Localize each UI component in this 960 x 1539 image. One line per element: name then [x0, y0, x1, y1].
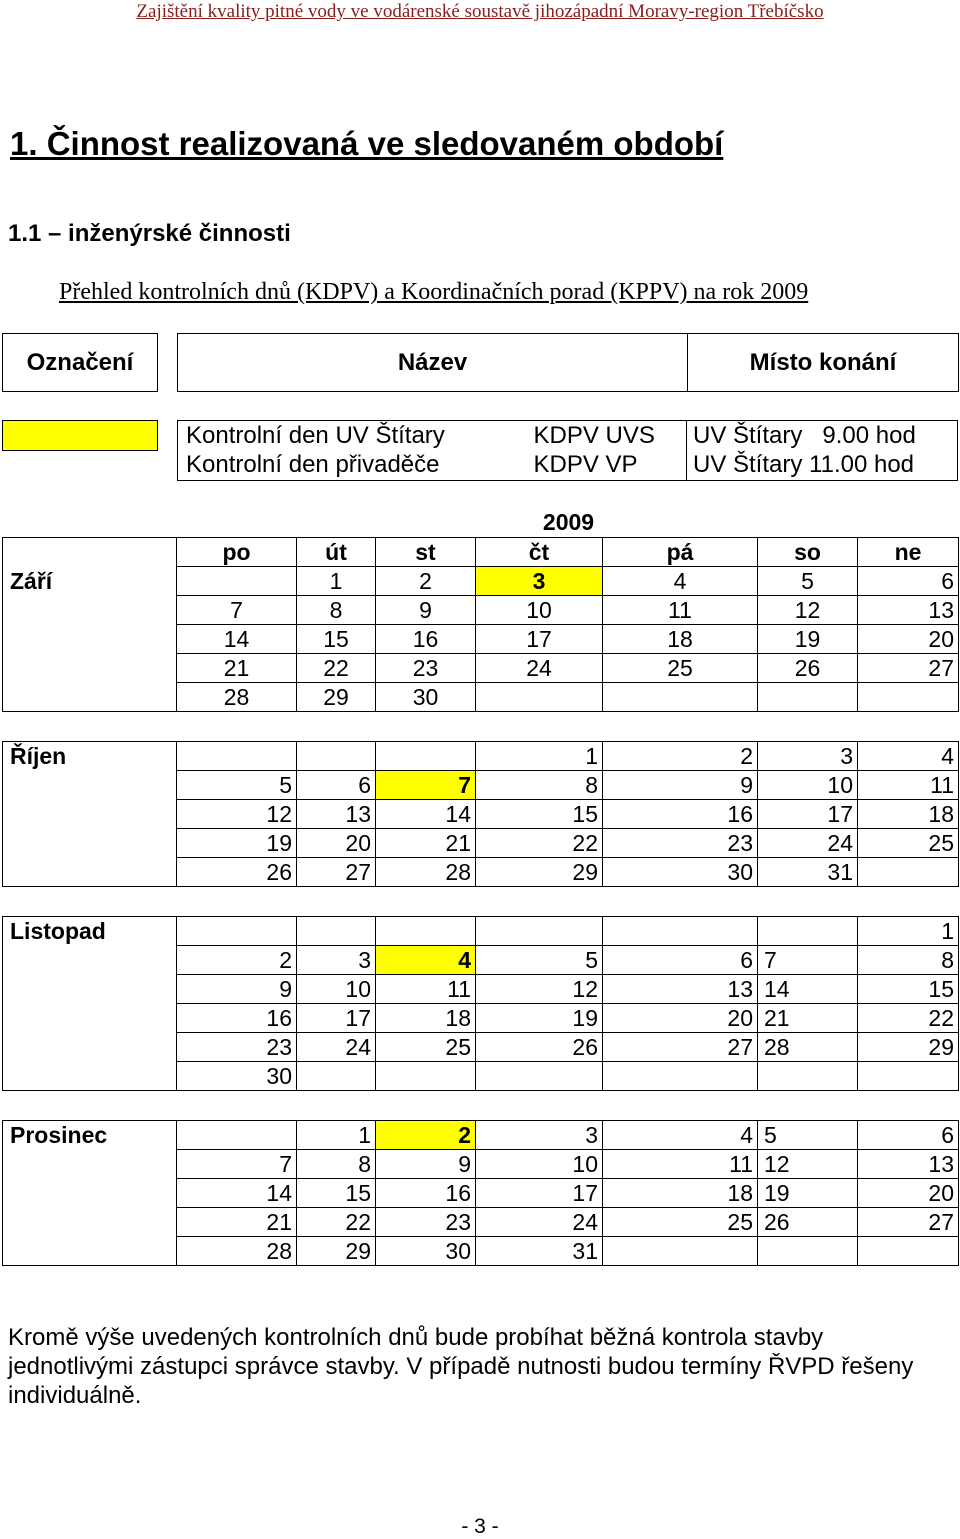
event-place: UV Štítary 11.00 hod — [687, 451, 958, 481]
meeting-day-highlight: 4 — [376, 946, 476, 975]
calendar-day: 25 — [603, 654, 758, 683]
month-label-cell — [3, 1179, 177, 1208]
calendar-day: 21 — [376, 829, 476, 858]
meeting-day-highlight: 2 — [376, 1121, 476, 1150]
calendar-day: 30 — [376, 1237, 476, 1266]
calendar-month-september — [2, 537, 959, 712]
month-label: Prosinec — [3, 1121, 177, 1150]
weekday-header: pá — [603, 538, 758, 567]
note-paragraph: Kromě výše uvedených kontrolních dnů bude probíhat běžná kontrola stavby jednotlivými zástupci správce stavby. V případě nutnosti budou termíny ŘVPD řešeny individuálně. — [8, 1324, 914, 1409]
calendar-day: 2 — [177, 946, 297, 975]
calendar-day: 3 — [297, 946, 376, 975]
calendar-day: 25 — [376, 1033, 476, 1062]
calendar-day: 22 — [858, 1004, 959, 1033]
empty-day — [603, 917, 758, 946]
calendar-day: 21 — [177, 654, 297, 683]
month-label-cell — [3, 829, 177, 858]
section-heading: 1. Činnost realizovaná ve sledovaném období — [10, 125, 724, 162]
calendar-day: 3 — [476, 1121, 603, 1150]
calendar-day: 2 — [376, 567, 476, 596]
calendar-day: 14 — [177, 1179, 297, 1208]
calendar-day: 31 — [476, 1237, 603, 1266]
calendar-day: 26 — [177, 858, 297, 887]
calendar-day: 29 — [297, 683, 376, 712]
calendar-day: 23 — [603, 829, 758, 858]
empty-day — [758, 1237, 858, 1266]
calendar-day: 3 — [758, 742, 858, 771]
calendar-day: 28 — [758, 1033, 858, 1062]
calendar-day: 12 — [758, 596, 858, 625]
spacer-cell — [158, 451, 178, 481]
calendar-day: 5 — [177, 771, 297, 800]
calendar-day: 9 — [376, 1150, 476, 1179]
spacer-cell — [158, 334, 178, 392]
empty-day — [476, 683, 603, 712]
column-header-name: Název — [178, 334, 688, 392]
empty-day — [758, 683, 858, 712]
calendar-day: 22 — [476, 829, 603, 858]
empty-day — [603, 1062, 758, 1091]
calendar-day: 19 — [758, 1179, 858, 1208]
calendar-day: 31 — [758, 858, 858, 887]
calendar-day: 21 — [758, 1004, 858, 1033]
month-label-cell — [3, 1208, 177, 1237]
month-label-cell — [3, 858, 177, 887]
empty-day — [858, 1062, 959, 1091]
calendar-day: 15 — [297, 625, 376, 654]
column-header-label: Označení — [3, 334, 158, 392]
subsection-heading: 1.1 – inženýrské činnosti — [8, 220, 291, 247]
calendar-day: 18 — [603, 1179, 758, 1208]
calendar-day: 8 — [476, 771, 603, 800]
calendar-day: 29 — [476, 858, 603, 887]
empty-day — [476, 1062, 603, 1091]
calendar-day: 17 — [758, 800, 858, 829]
calendar-day: 24 — [758, 829, 858, 858]
calendar-day: 20 — [858, 1179, 959, 1208]
events-table — [2, 420, 958, 481]
page-header: Zajištění kvality pitné vody ve vodárenské soustavě jihozápadní Moravy-region Třebíčsko — [136, 1, 824, 22]
calendar-day: 9 — [376, 596, 476, 625]
month-label-cell — [3, 1150, 177, 1179]
empty-day — [858, 1237, 959, 1266]
empty-day — [603, 1237, 758, 1266]
empty-day — [297, 1062, 376, 1091]
calendar-day: 4 — [858, 742, 959, 771]
calendar-day: 24 — [297, 1033, 376, 1062]
calendar-day: 19 — [476, 1004, 603, 1033]
calendar-day: 6 — [858, 567, 959, 596]
calendar-day: 10 — [758, 771, 858, 800]
month-label-cell — [3, 975, 177, 1004]
calendar-day: 30 — [376, 683, 476, 712]
calendar-day: 5 — [758, 1121, 858, 1150]
calendar-day: 24 — [476, 1208, 603, 1237]
calendar-day: 16 — [177, 1004, 297, 1033]
weekday-header: po — [177, 538, 297, 567]
meeting-day-highlight: 3 — [476, 567, 603, 596]
month-label-cell — [3, 1062, 177, 1091]
event-code: KDPV UVS — [534, 421, 687, 451]
calendar-day: 27 — [858, 1208, 959, 1237]
calendar-day: 13 — [603, 975, 758, 1004]
calendar-day: 27 — [858, 654, 959, 683]
calendar-day: 30 — [177, 1062, 297, 1091]
calendar-day: 1 — [858, 917, 959, 946]
weekday-header: út — [297, 538, 376, 567]
calendar-day: 6 — [858, 1121, 959, 1150]
calendar-day: 28 — [177, 683, 297, 712]
calendar-day: 18 — [603, 625, 758, 654]
calendar-day: 17 — [476, 1179, 603, 1208]
weekday-header: ne — [858, 538, 959, 567]
calendar-day: 23 — [376, 1208, 476, 1237]
month-label-cell — [3, 625, 177, 654]
calendar-day: 11 — [603, 596, 758, 625]
calendar-day: 18 — [376, 1004, 476, 1033]
empty-day — [476, 917, 603, 946]
month-label: Říjen — [3, 742, 177, 771]
calendar-day: 13 — [858, 1150, 959, 1179]
calendar-day: 10 — [476, 596, 603, 625]
schedule-title: Přehled kontrolních dnů (KDPV) a Koordinačních porad (KPPV) na rok 2009 — [59, 279, 809, 305]
calendar-day: 6 — [297, 771, 376, 800]
calendar-day: 14 — [758, 975, 858, 1004]
calendar-day: 12 — [177, 800, 297, 829]
empty-cell — [3, 451, 158, 481]
calendar-day: 14 — [177, 625, 297, 654]
month-label-cell — [3, 683, 177, 712]
calendar-day: 25 — [603, 1208, 758, 1237]
calendar-day: 30 — [603, 858, 758, 887]
empty-cell — [3, 538, 177, 567]
calendar-day: 15 — [297, 1179, 376, 1208]
calendar-day: 24 — [476, 654, 603, 683]
calendar-day: 4 — [603, 567, 758, 596]
calendar-day: 17 — [476, 625, 603, 654]
calendar-day: 26 — [476, 1033, 603, 1062]
calendar-day: 15 — [858, 975, 959, 1004]
event-name: Kontrolní den UV Štítary — [178, 421, 534, 451]
month-label-cell — [3, 946, 177, 975]
meeting-day-highlight: 7 — [376, 771, 476, 800]
calendar-day: 1 — [297, 567, 376, 596]
calendar-day: 4 — [603, 1121, 758, 1150]
calendar-day: 1 — [297, 1121, 376, 1150]
month-label-cell — [3, 1004, 177, 1033]
calendar-day: 20 — [858, 625, 959, 654]
calendar-day: 23 — [177, 1033, 297, 1062]
calendar-day: 29 — [858, 1033, 959, 1062]
calendar-day: 29 — [297, 1237, 376, 1266]
calendar-day: 19 — [177, 829, 297, 858]
calendar-day: 10 — [476, 1150, 603, 1179]
empty-day — [376, 742, 476, 771]
calendar-day: 8 — [297, 596, 376, 625]
month-label: Listopad — [3, 917, 177, 946]
calendar-day: 6 — [603, 946, 758, 975]
calendar-day: 23 — [376, 654, 476, 683]
calendar-day: 7 — [177, 1150, 297, 1179]
month-label-cell — [3, 654, 177, 683]
calendar-day: 2 — [603, 742, 758, 771]
empty-day — [177, 567, 297, 596]
calendar-day: 18 — [858, 800, 959, 829]
calendar-day: 12 — [758, 1150, 858, 1179]
empty-day — [177, 742, 297, 771]
calendar-day: 8 — [297, 1150, 376, 1179]
calendar-day: 28 — [376, 858, 476, 887]
empty-day — [177, 1121, 297, 1150]
weekday-header: so — [758, 538, 858, 567]
calendar-day: 20 — [297, 829, 376, 858]
calendar-day: 14 — [376, 800, 476, 829]
calendar-day: 1 — [476, 742, 603, 771]
calendar-day: 11 — [376, 975, 476, 1004]
calendar-day: 9 — [603, 771, 758, 800]
event-place: UV Štítary 9.00 hod — [687, 421, 958, 451]
calendar-day: 16 — [603, 800, 758, 829]
calendar-day: 17 — [297, 1004, 376, 1033]
empty-day — [177, 917, 297, 946]
calendar-day: 27 — [297, 858, 376, 887]
empty-day — [376, 917, 476, 946]
page-number: - 3 - — [461, 1515, 499, 1538]
calendar-day: 27 — [603, 1033, 758, 1062]
month-label-cell — [3, 771, 177, 800]
calendar-day: 16 — [376, 625, 476, 654]
calendar-day: 26 — [758, 654, 858, 683]
calendar-day: 28 — [177, 1237, 297, 1266]
calendar-day: 13 — [297, 800, 376, 829]
spacer-cell — [158, 421, 178, 451]
calendar-day: 8 — [858, 946, 959, 975]
calendar-day: 5 — [758, 567, 858, 596]
empty-day — [376, 1062, 476, 1091]
month-label: Září — [3, 567, 177, 596]
calendar-day: 22 — [297, 1208, 376, 1237]
calendar-day: 12 — [476, 975, 603, 1004]
calendar-day: 13 — [858, 596, 959, 625]
calendar-day: 5 — [476, 946, 603, 975]
calendar-day: 15 — [476, 800, 603, 829]
weekday-header: st — [376, 538, 476, 567]
calendar-day: 21 — [177, 1208, 297, 1237]
calendar-year: 2009 — [542, 509, 595, 535]
calendar-day: 19 — [758, 625, 858, 654]
month-label-cell — [3, 1033, 177, 1062]
empty-day — [858, 683, 959, 712]
empty-day — [297, 742, 376, 771]
column-header-place: Místo konání — [688, 334, 959, 392]
schedule-header-table — [2, 333, 959, 392]
empty-day — [603, 683, 758, 712]
calendar-day: 10 — [297, 975, 376, 1004]
weekday-header: čt — [476, 538, 603, 567]
calendar-day: 11 — [603, 1150, 758, 1179]
empty-day — [858, 858, 959, 887]
calendar-day: 26 — [758, 1208, 858, 1237]
calendar-day: 20 — [603, 1004, 758, 1033]
empty-day — [758, 917, 858, 946]
label-swatch — [3, 421, 158, 451]
calendar-month-october — [2, 741, 959, 887]
calendar-day: 16 — [376, 1179, 476, 1208]
empty-day — [297, 917, 376, 946]
calendar-month-november — [2, 916, 959, 1091]
calendar-day: 25 — [858, 829, 959, 858]
calendar-day: 7 — [758, 946, 858, 975]
event-code: KDPV VP — [534, 451, 687, 481]
month-label-cell — [3, 800, 177, 829]
calendar-day: 9 — [177, 975, 297, 1004]
calendar-month-december — [2, 1120, 959, 1266]
calendar-day: 7 — [177, 596, 297, 625]
month-label-cell — [3, 1237, 177, 1266]
calendar-day: 22 — [297, 654, 376, 683]
calendar-day: 11 — [858, 771, 959, 800]
month-label-cell — [3, 596, 177, 625]
event-name: Kontrolní den přivaděče — [178, 451, 534, 481]
empty-day — [758, 1062, 858, 1091]
